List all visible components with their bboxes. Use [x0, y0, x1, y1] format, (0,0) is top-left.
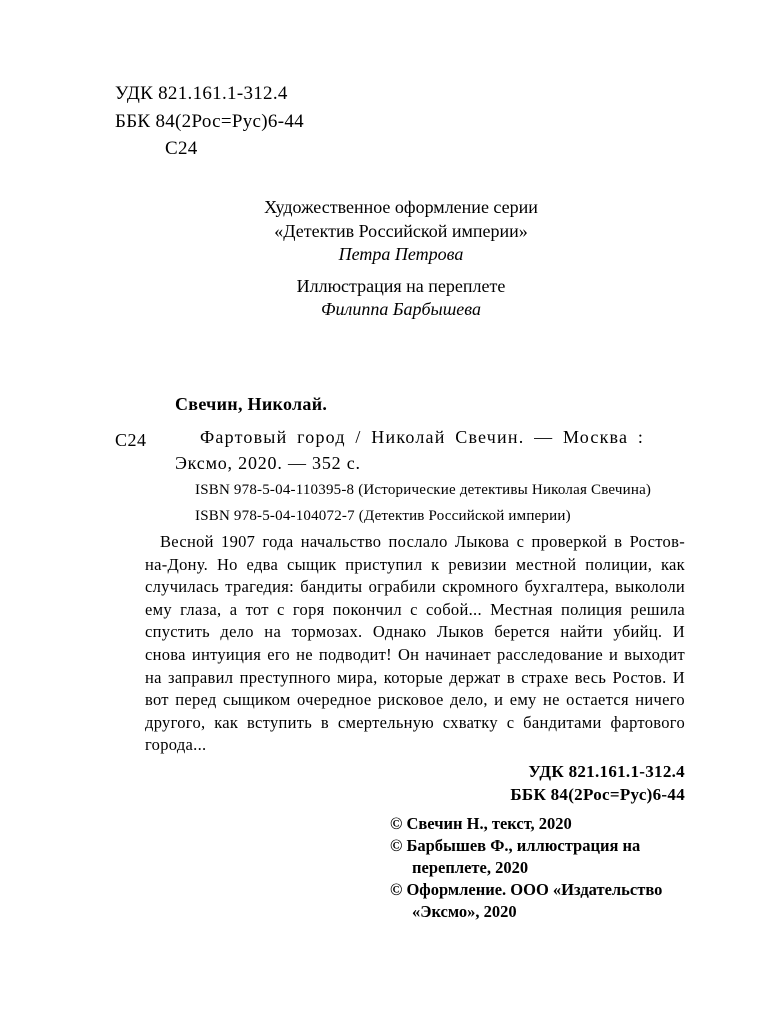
copyright-block	[390, 813, 714, 923]
catalog-imprint-line: Эксмо, 2020. — 352 с.	[175, 453, 361, 473]
author-sign-code-top: С24	[165, 138, 198, 159]
top-classification-block	[115, 80, 304, 163]
catalog-margin-code: С24	[115, 430, 147, 450]
catalog-author: Свечин, Николай.	[175, 394, 328, 414]
isbn-line-1: ISBN 978-5-04-110395-8 (Исторические детективы Николая Свечина)	[195, 482, 652, 498]
copyright-text-author: © Свечин Н., текст, 2020	[390, 814, 572, 833]
bbk-code-top: ББК 84(2Рос=Рус)6-44	[115, 110, 304, 132]
copyright-illustrator: © Барбышев Ф., иллюстрация на переплете, 2020	[390, 836, 641, 877]
udk-code-bottom: УДК 821.161.1-312.4	[528, 762, 685, 781]
isbn-line-2: ISBN 978-5-04-104072-7 (Детектив Российской империи)	[195, 507, 571, 524]
isbn-block	[195, 478, 651, 529]
cover-illustrator-name: Филиппа Барбышева	[321, 299, 481, 319]
series-title: «Детектив Российской империи»	[274, 220, 528, 241]
series-designer-name: Петра Петрова	[338, 244, 464, 264]
book-annotation: Весной 1907 года начальство послало Лыкова с проверкой в Ростов-на-Дону. Но едва сыщик приступил к ревизии местной полиции, как случилась трагедия: бандиты ограбили скромного бухгалтера, выкололи ему глаза, а тот с горя покончил с собой... Местная полиция решила спустить дело на тормозах. Однако Лыков берется найти убийц. И снова интуиция его не подводит! Он начинает расследование и выходит на заправил преступного мира, которые держат в страхе весь Ростов. И вот перед сыщиком очередное рисковое дело, и ему не остается ничего другого, как вступить в смертельную схватку с бандитами фартового города...	[145, 532, 685, 755]
bbk-code-bottom: ББК 84(2Рос=Рус)6-44	[510, 784, 685, 804]
catalog-title-line: Фартовый город / Николай Свечин. — Москва :	[200, 427, 645, 447]
cover-illustration-caption: Иллюстрация на переплете	[296, 275, 506, 296]
catalog-card-block	[175, 392, 687, 476]
spacer	[115, 267, 687, 275]
copyright-publisher: © Оформление. ООО «Издательство «Эксмо», 2020	[390, 880, 663, 921]
bottom-classification-block	[385, 761, 685, 806]
series-design-caption: Художественное оформление серии	[264, 197, 538, 217]
udk-code-top: УДК 821.161.1-312.4	[115, 83, 288, 104]
series-credits-block	[115, 196, 687, 322]
